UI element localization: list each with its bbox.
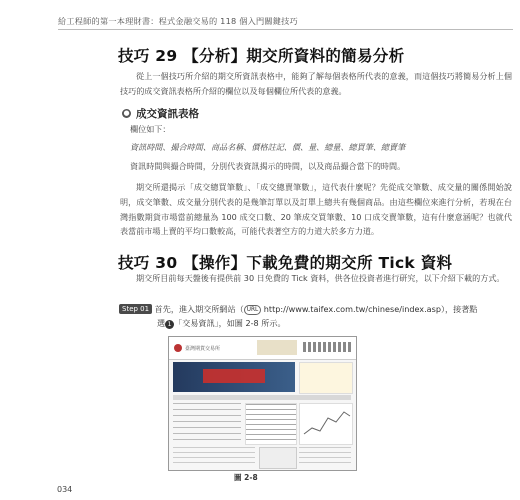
site-chart-panel (299, 403, 353, 445)
site-footer-links (299, 447, 351, 467)
step-text-d: 「交易資訊」，如圖 2-8 所示。 (174, 318, 286, 328)
subheading-trade-table (122, 106, 199, 121)
site-banner (173, 362, 295, 392)
step-text-a: 首先，進入期交所網站（ (154, 304, 244, 314)
header-rule (58, 29, 513, 30)
site-promo-block (257, 340, 297, 355)
bullet-icon: ● (123, 109, 130, 117)
subheading-text: 成交資訊表格 (136, 108, 199, 120)
circled-number-icon: 1 (165, 320, 174, 329)
paragraph-analysis: 期交所還揭示「成交總買筆數」、「成交總賣筆數」，這代表什麼呢？先從成交筆數、成交量的關係開始說明，成交筆數、成交量分別代表的是幾筆訂單以及訂單上總共有幾個商品。由這些欄位來進行分析，若現在台灣指數期貨市場當前總量為 100 成交口數、20 筆成交買筆數、10 口成交賣筆數，這有什麼意涵呢？也就代表當前市場上賣的平均口數較高，可能代表著空方的力道大於多方力道。 (120, 182, 512, 237)
site-logo-text: 臺灣期貨交易所 (185, 346, 221, 352)
site-quote-table (245, 403, 297, 445)
site-footer-image (259, 447, 297, 469)
section-30-intro: 期交所目前每天盤後有提供前 30 日免費的 Tick 資料，供各位投資者進行研究，以下介紹下載的方式。 (136, 273, 505, 283)
taifex-logo-icon (174, 344, 182, 352)
site-nav-buttons[interactable] (303, 342, 351, 352)
section-29-title: 技巧 29 【分析】期交所資料的簡易分析 (118, 47, 405, 65)
site-header (169, 337, 356, 360)
running-header: 給工程師的第一本理財書：程式金融交易的 118 個入門關鍵技巧 (58, 16, 298, 26)
section-30-title: 技巧 30 【操作】下載免費的期交所 Tick 資料 (118, 254, 453, 272)
fields-list: 資訊時間、撮合時間、商品名稱、價格註記、價、量、總量、總買筆、總賣筆 (130, 142, 406, 152)
fields-label: 欄位如下： (130, 124, 171, 134)
step-text-b: ），接著點 (440, 304, 478, 314)
step-badge: Step 01 (119, 304, 152, 314)
site-menu-bar[interactable] (173, 395, 351, 400)
site-news-list (173, 403, 241, 443)
step-url-link[interactable]: http://www.taifex.com.tw/chinese/index.asp (263, 304, 441, 314)
banner-highlight (203, 369, 265, 383)
section-29-intro: 從上一個技巧所介紹的期交所資訊表格中，能夠了解每個表格所代表的意義，而這個技巧將簡易分析上個技巧的成交資訊表格所介紹的欄位以及每個欄位所代表的意義。 (120, 71, 512, 96)
step-01 (119, 302, 514, 330)
figure-taifex-screenshot (168, 336, 357, 471)
paragraph-time: 資訊時間與撮合時間，分別代表資訊揭示的時間，以及商品撮合當下的時間。 (130, 161, 406, 171)
site-side-panel (299, 362, 353, 394)
url-icon: URL (244, 305, 262, 315)
site-footer-list (173, 447, 255, 467)
step-text-c: 選 (157, 318, 166, 328)
mini-chart (300, 404, 352, 444)
page-number: 034 (57, 485, 73, 494)
figure-caption: 圖 2-8 (234, 473, 258, 482)
